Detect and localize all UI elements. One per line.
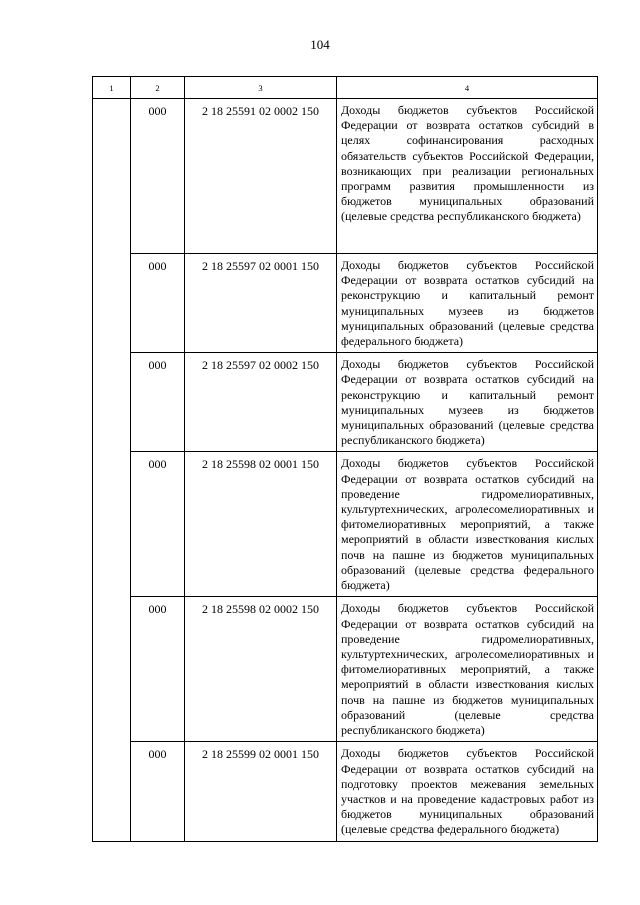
admin-code-cell: 000: [131, 742, 185, 841]
description-cell: Доходы бюджетов субъектов Российской Федерации от возврата остатков субсидий на проведение гидромелиоративных, культуртехнических, агролесомелиоративных и фитомелиоративных мероприятий, а также мероприятий в области известкования кислых почв на пашне из бюджетов муниципальных образований (целевые средства федерального бюджета): [337, 452, 598, 597]
header-col-3: 3: [185, 77, 337, 99]
budget-table: [92, 76, 598, 842]
budget-code-cell: 2 18 25598 02 0001 150: [185, 452, 337, 597]
budget-code-cell: 2 18 25597 02 0001 150: [185, 254, 337, 353]
admin-code-cell: 000: [131, 452, 185, 597]
header-col-1: 1: [93, 77, 131, 99]
table-row: [93, 452, 598, 597]
admin-code-cell: 000: [131, 254, 185, 353]
header-col-2: 2: [131, 77, 185, 99]
description-cell: Доходы бюджетов субъектов Российской Федерации от возврата остатков субсидий на проведение гидромелиоративных, культуртехнических, агролесомелиоративных и фитомелиоративных мероприятий, а также мероприятий в области известкования кислых почв на пашне из бюджетов муниципальных образований (целевые средства республиканского бюджета): [337, 597, 598, 742]
empty-col-1-cell: [93, 99, 131, 842]
table-row: [93, 597, 598, 742]
description-cell: Доходы бюджетов субъектов Российской Федерации от возврата остатков субсидий на реконструкцию и капитальный ремонт муниципальных музеев из бюджетов муниципальных образований (целевые средства республиканского бюджета): [337, 353, 598, 452]
page-number: 104: [310, 37, 330, 52]
budget-code-cell: 2 18 25598 02 0002 150: [185, 597, 337, 742]
description-cell: Доходы бюджетов субъектов Российской Федерации от возврата остатков субсидий на реконструкцию и капитальный ремонт муниципальных музеев из бюджетов муниципальных образований (целевые средства федерального бюджета): [337, 254, 598, 353]
table-row: [93, 254, 598, 353]
description-cell: Доходы бюджетов субъектов Российской Федерации от возврата остатков субсидий в целях софинансирования расходных обязательств субъектов Российской Федерации, возникающих при реализации региональных программ развития промышленности из бюджетов муниципальных образований (целевые средства республиканского бюджета): [337, 99, 598, 254]
admin-code-cell: 000: [131, 597, 185, 742]
admin-code-cell: 000: [131, 99, 185, 254]
budget-code-cell: 2 18 25599 02 0001 150: [185, 742, 337, 841]
table-row: [93, 353, 598, 452]
budget-code-cell: 2 18 25597 02 0002 150: [185, 353, 337, 452]
table-row: [93, 742, 598, 841]
budget-code-cell: 2 18 25591 02 0002 150: [185, 99, 337, 254]
description-cell: Доходы бюджетов субъектов Российской Федерации от возврата остатков субсидий на подготовку проектов межевания земельных участков и на проведение кадастровых работ из бюджетов муниципальных образований (целевые средства федерального бюджета): [337, 742, 598, 841]
header-col-4: 4: [337, 77, 598, 99]
table-row: [93, 99, 598, 254]
table-header-row: [93, 77, 598, 99]
admin-code-cell: 000: [131, 353, 185, 452]
